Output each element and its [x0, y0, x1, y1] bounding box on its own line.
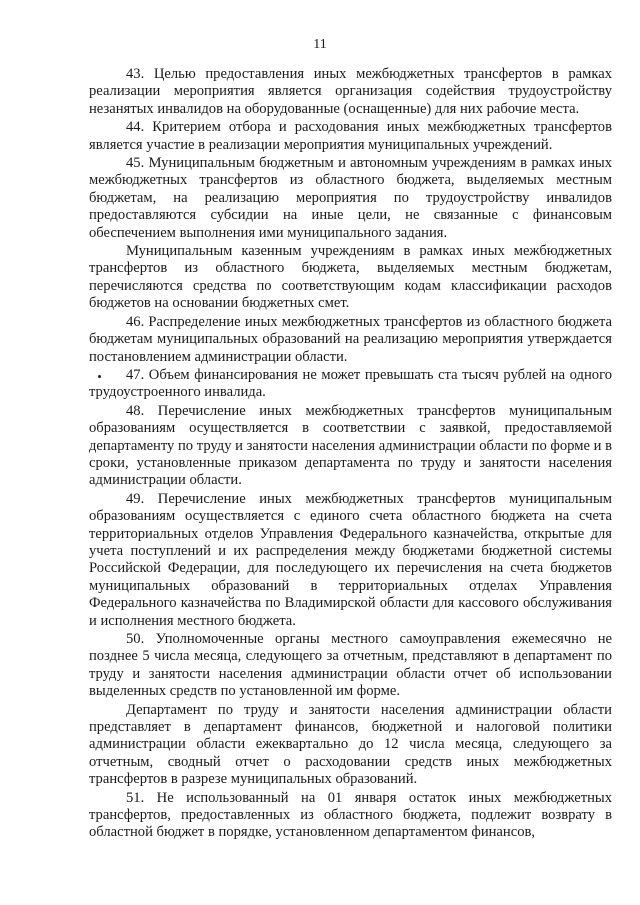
paragraph-49: 49. Перечисление иных межбюджетных трансфертов муниципальным образованиям осуществляется с единого счета областного бюджета на счета территориальных отделов Управления Федерального казначейства, открытые для учета поступлений и их распределения между бюджетами бюджетной системы Российской Федерации, для последующего их перечисления на счета бюджетов муниципальных образований в территориальных отделах Управления Федерального казначейства по Владимирской области для кассового обслуживания и исполнения местного бюджета.	[89, 490, 612, 629]
document-body	[89, 66, 612, 842]
paragraph-44: 44. Критерием отбора и расходования иных межбюджетных трансфертов является участие в реализации мероприятия муниципальных учреждений.	[89, 119, 612, 153]
page-number: 11	[313, 37, 327, 52]
paragraph-43: 43. Целью предоставления иных межбюджетных трансфертов в рамках реализации мероприятия является организация содействия трудоустройству незанятых инвалидов на оборудованные (оснащенные) для них рабочие места.	[89, 66, 612, 117]
paragraph-45-continued: Муниципальным казенным учреждениям в рамках иных межбюджетных трансфертов из областного бюджета, выделяемых местным бюджетам, перечисляются средства по соответствующим кодам классификации расходов бюджетов на основании бюджетных смет.	[89, 243, 612, 312]
paragraph-46: 46. Распределение иных межбюджетных трансфертов из областного бюджета бюджетам муниципальных образований на реализацию мероприятия утверждается постановлением администрации области.	[89, 313, 612, 365]
paragraph-50: 50. Уполномоченные органы местного самоуправления ежемесячно не позднее 5 числа месяца, следующего за отчетным, представляют в департамент по труду и занятости населения администрации области отчет об использовании выделенных средств по установленной им форме.	[89, 631, 612, 700]
paragraph-47: 47. Объем финансирования не может превышать ста тысяч рублей на одного трудоустроенного инвалида.	[89, 366, 612, 401]
paragraph-48: 48. Перечисление иных межбюджетных трансфертов муниципальным образованиям осуществляется в соответствии с заявкой, предоставляемой департаменту по труду и занятости населения администрации области по форме и в сроки, установленные приказом департамента по труду и занятости населения администрации области.	[89, 402, 612, 489]
paragraph-50-continued: Департамент по труду и занятости населения администрации области представляет в департамент финансов, бюджетной и налоговой политики администрации области ежеквартально до 12 числа месяца, следующего за отчетным, сводный отчет о расходовании средств иных межбюджетных трансфертов в разрезе муниципальных образований.	[89, 701, 612, 788]
paragraph-45: 45. Муниципальным бюджетным и автономным учреждениям в рамках иных межбюджетных трансфертов из областного бюджета, выделяемых местным бюджетам, на реализацию мероприятия по трудоустройству инвалидов предоставляются субсидии на иные цели, не связанные с финансовым обеспечением выполнения ими муниципального задания.	[89, 155, 612, 241]
scan-speck	[98, 375, 101, 378]
paragraph-51: 51. Не использованный на 01 января остаток иных межбюджетных трансфертов, предоставленных из областного бюджета, подлежит возврату в областной бюджет в порядке, установленном департаментом финансов,	[89, 789, 612, 841]
